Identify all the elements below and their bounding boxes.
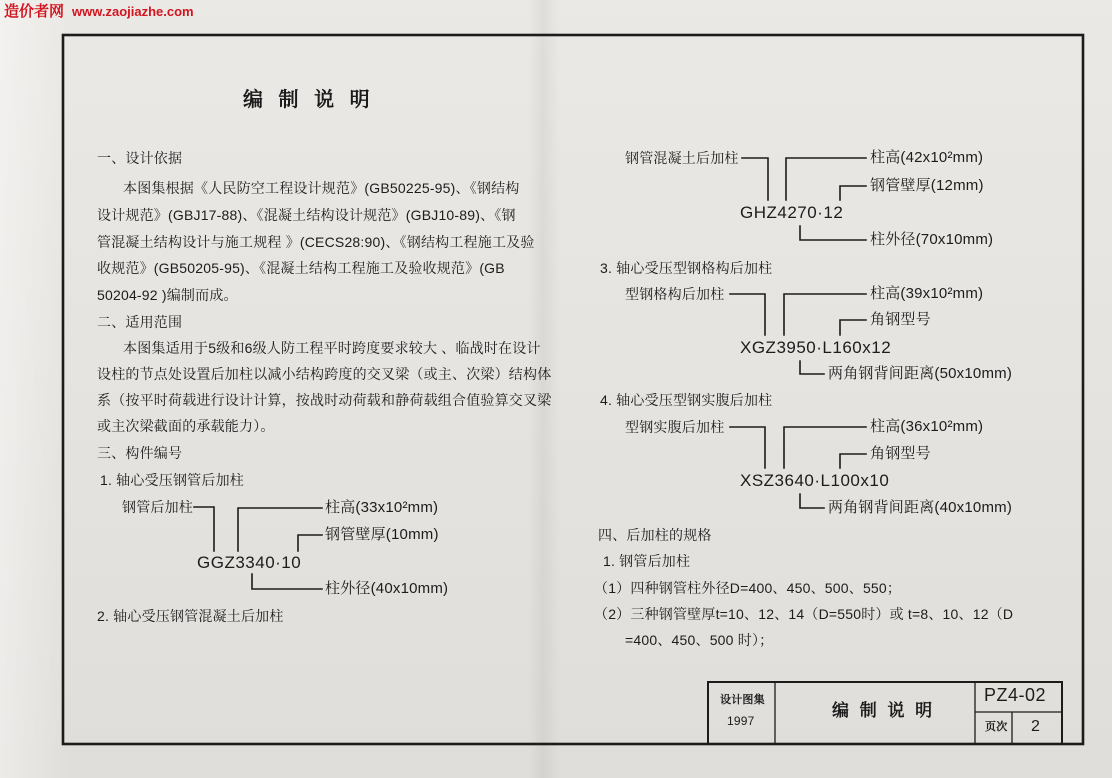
spacing-leader-line bbox=[800, 494, 824, 508]
designation-code: XGZ3950·L160x12 bbox=[740, 338, 892, 357]
angle-steel-label: 角钢型号 bbox=[870, 445, 931, 462]
site-watermark bbox=[4, 3, 194, 21]
spacing-leader-line bbox=[800, 361, 824, 374]
wall-leader-line bbox=[298, 535, 322, 551]
height-leader-line bbox=[784, 294, 866, 335]
scope-line: 设柱的节点处设置后加柱以减小结构跨度的交叉梁（或主、次梁）结构体 bbox=[97, 366, 552, 382]
angle-spacing-label: 两角钢背间距离(40x10mm) bbox=[828, 499, 1013, 516]
wall-thickness-label: 钢管壁厚(12mm) bbox=[870, 177, 984, 194]
column-height-label: 柱高(36x10²mm) bbox=[870, 418, 984, 435]
scope-line: 本图集适用于5级和6级人防工程平时跨度要求较大 、临战时在设计 bbox=[123, 340, 541, 356]
angle-steel-label: 角钢型号 bbox=[870, 311, 931, 328]
name-leader-line bbox=[742, 158, 768, 200]
basis-line: 收规范》(GB50205-95)、《混凝土结构工程施工及验收规范》(GB bbox=[97, 260, 505, 276]
designation-name-label: 钢管混凝土后加柱 bbox=[625, 150, 739, 166]
scope-line: 系（按平时荷载进行设计计算，按战时动荷载和静荷载组合值验算交叉梁 bbox=[97, 392, 552, 408]
basis-line: 管混凝土结构设计与施工规程 》(CECS28:90)、《钢结构工程施工及验 bbox=[97, 234, 535, 250]
column-height-label: 柱高(33x10²mm) bbox=[325, 499, 439, 516]
watermark-site-url: www.zaojiazhe.com bbox=[72, 4, 194, 19]
designation-name-label: 型钢格构后加柱 bbox=[625, 286, 725, 302]
column-height-label: 柱高(39x10²mm) bbox=[870, 285, 984, 302]
section-heading-numbering: 三、构件编号 bbox=[97, 445, 183, 461]
designation-code: XSZ3640·L100x10 bbox=[740, 471, 890, 490]
specs-line: （2）三种钢管壁厚t=10、12、14（D=550时）或 t=8、10、12（D bbox=[594, 606, 1014, 622]
watermark-site-name: 造价者网 bbox=[4, 3, 65, 20]
item-heading: 1. 轴心受压钢管后加柱 bbox=[100, 472, 244, 488]
title-block-sheet-title: 编 制 说 明 bbox=[832, 701, 936, 720]
item-heading: 2. 轴心受压钢管混凝土后加柱 bbox=[97, 608, 284, 624]
angle-spacing-label: 两角钢背间距离(50x10mm) bbox=[828, 365, 1013, 382]
designation-2-leaders bbox=[742, 158, 866, 240]
name-leader-line bbox=[730, 427, 765, 468]
title-block-series-label: 设计图集 bbox=[720, 694, 765, 706]
height-leader-line bbox=[786, 158, 866, 200]
section-heading-specs: 四、后加柱的规格 bbox=[598, 527, 712, 543]
designation-code: GHZ4270·12 bbox=[740, 203, 844, 222]
wall-thickness-label: 钢管壁厚(10mm) bbox=[325, 526, 439, 543]
designation-3-leaders bbox=[730, 294, 866, 374]
frame-border bbox=[63, 35, 1083, 744]
item-heading: 4. 轴心受压型钢实腹后加柱 bbox=[600, 392, 773, 408]
outer-diameter-label: 柱外径(70x10mm) bbox=[870, 231, 994, 248]
title-block-page-number: 2 bbox=[1031, 718, 1041, 735]
angle-leader-line bbox=[840, 320, 866, 335]
specs-sub-heading: 1. 钢管后加柱 bbox=[603, 553, 691, 569]
designation-name-label: 型钢实腹后加柱 bbox=[625, 419, 725, 435]
title-block-page-label: 页次 bbox=[985, 721, 1008, 733]
wall-leader-line bbox=[840, 186, 866, 200]
basis-line: 设计规范》(GBJ17-88)、《混凝土结构设计规范》(GBJ10-89)、《钢 bbox=[97, 207, 516, 223]
designation-name-label: 钢管后加柱 bbox=[122, 499, 193, 515]
scope-line: 或主次梁截面的承载能力）。 bbox=[97, 418, 275, 434]
item-heading: 3. 轴心受压型钢格构后加柱 bbox=[600, 260, 773, 276]
designation-4-leaders bbox=[730, 427, 866, 508]
basis-line: 本图集根据《人民防空工程设计规范》(GB50225-95)、《钢结构 bbox=[123, 180, 520, 196]
title-block-year: 1997 bbox=[727, 714, 755, 728]
outer-diameter-label: 柱外径(40x10mm) bbox=[325, 580, 449, 597]
designation-code: GGZ3340·10 bbox=[197, 553, 302, 572]
height-leader-line bbox=[784, 427, 866, 468]
specs-line: =400、450、500 时）； bbox=[625, 632, 774, 648]
section-heading-scope: 二、适用范围 bbox=[97, 314, 183, 330]
diameter-leader-line bbox=[800, 226, 866, 240]
diameter-leader-line bbox=[252, 574, 322, 589]
page-title: 编 制 说 明 bbox=[243, 89, 375, 111]
specs-line: （1）四种钢管柱外径D=400、450、500、550； bbox=[594, 580, 902, 596]
name-leader-line bbox=[730, 294, 765, 335]
basis-line: 50204-92 )编制而成。 bbox=[97, 287, 238, 303]
title-block-drawing-number: PZ4-02 bbox=[984, 685, 1047, 705]
section-heading-basis: 一、设计依据 bbox=[97, 150, 183, 166]
height-leader-line bbox=[238, 508, 322, 551]
name-leader-line bbox=[194, 507, 214, 551]
angle-leader-line bbox=[840, 454, 866, 468]
column-height-label: 柱高(42x10²mm) bbox=[870, 149, 984, 166]
designation-1-leaders bbox=[194, 507, 322, 589]
